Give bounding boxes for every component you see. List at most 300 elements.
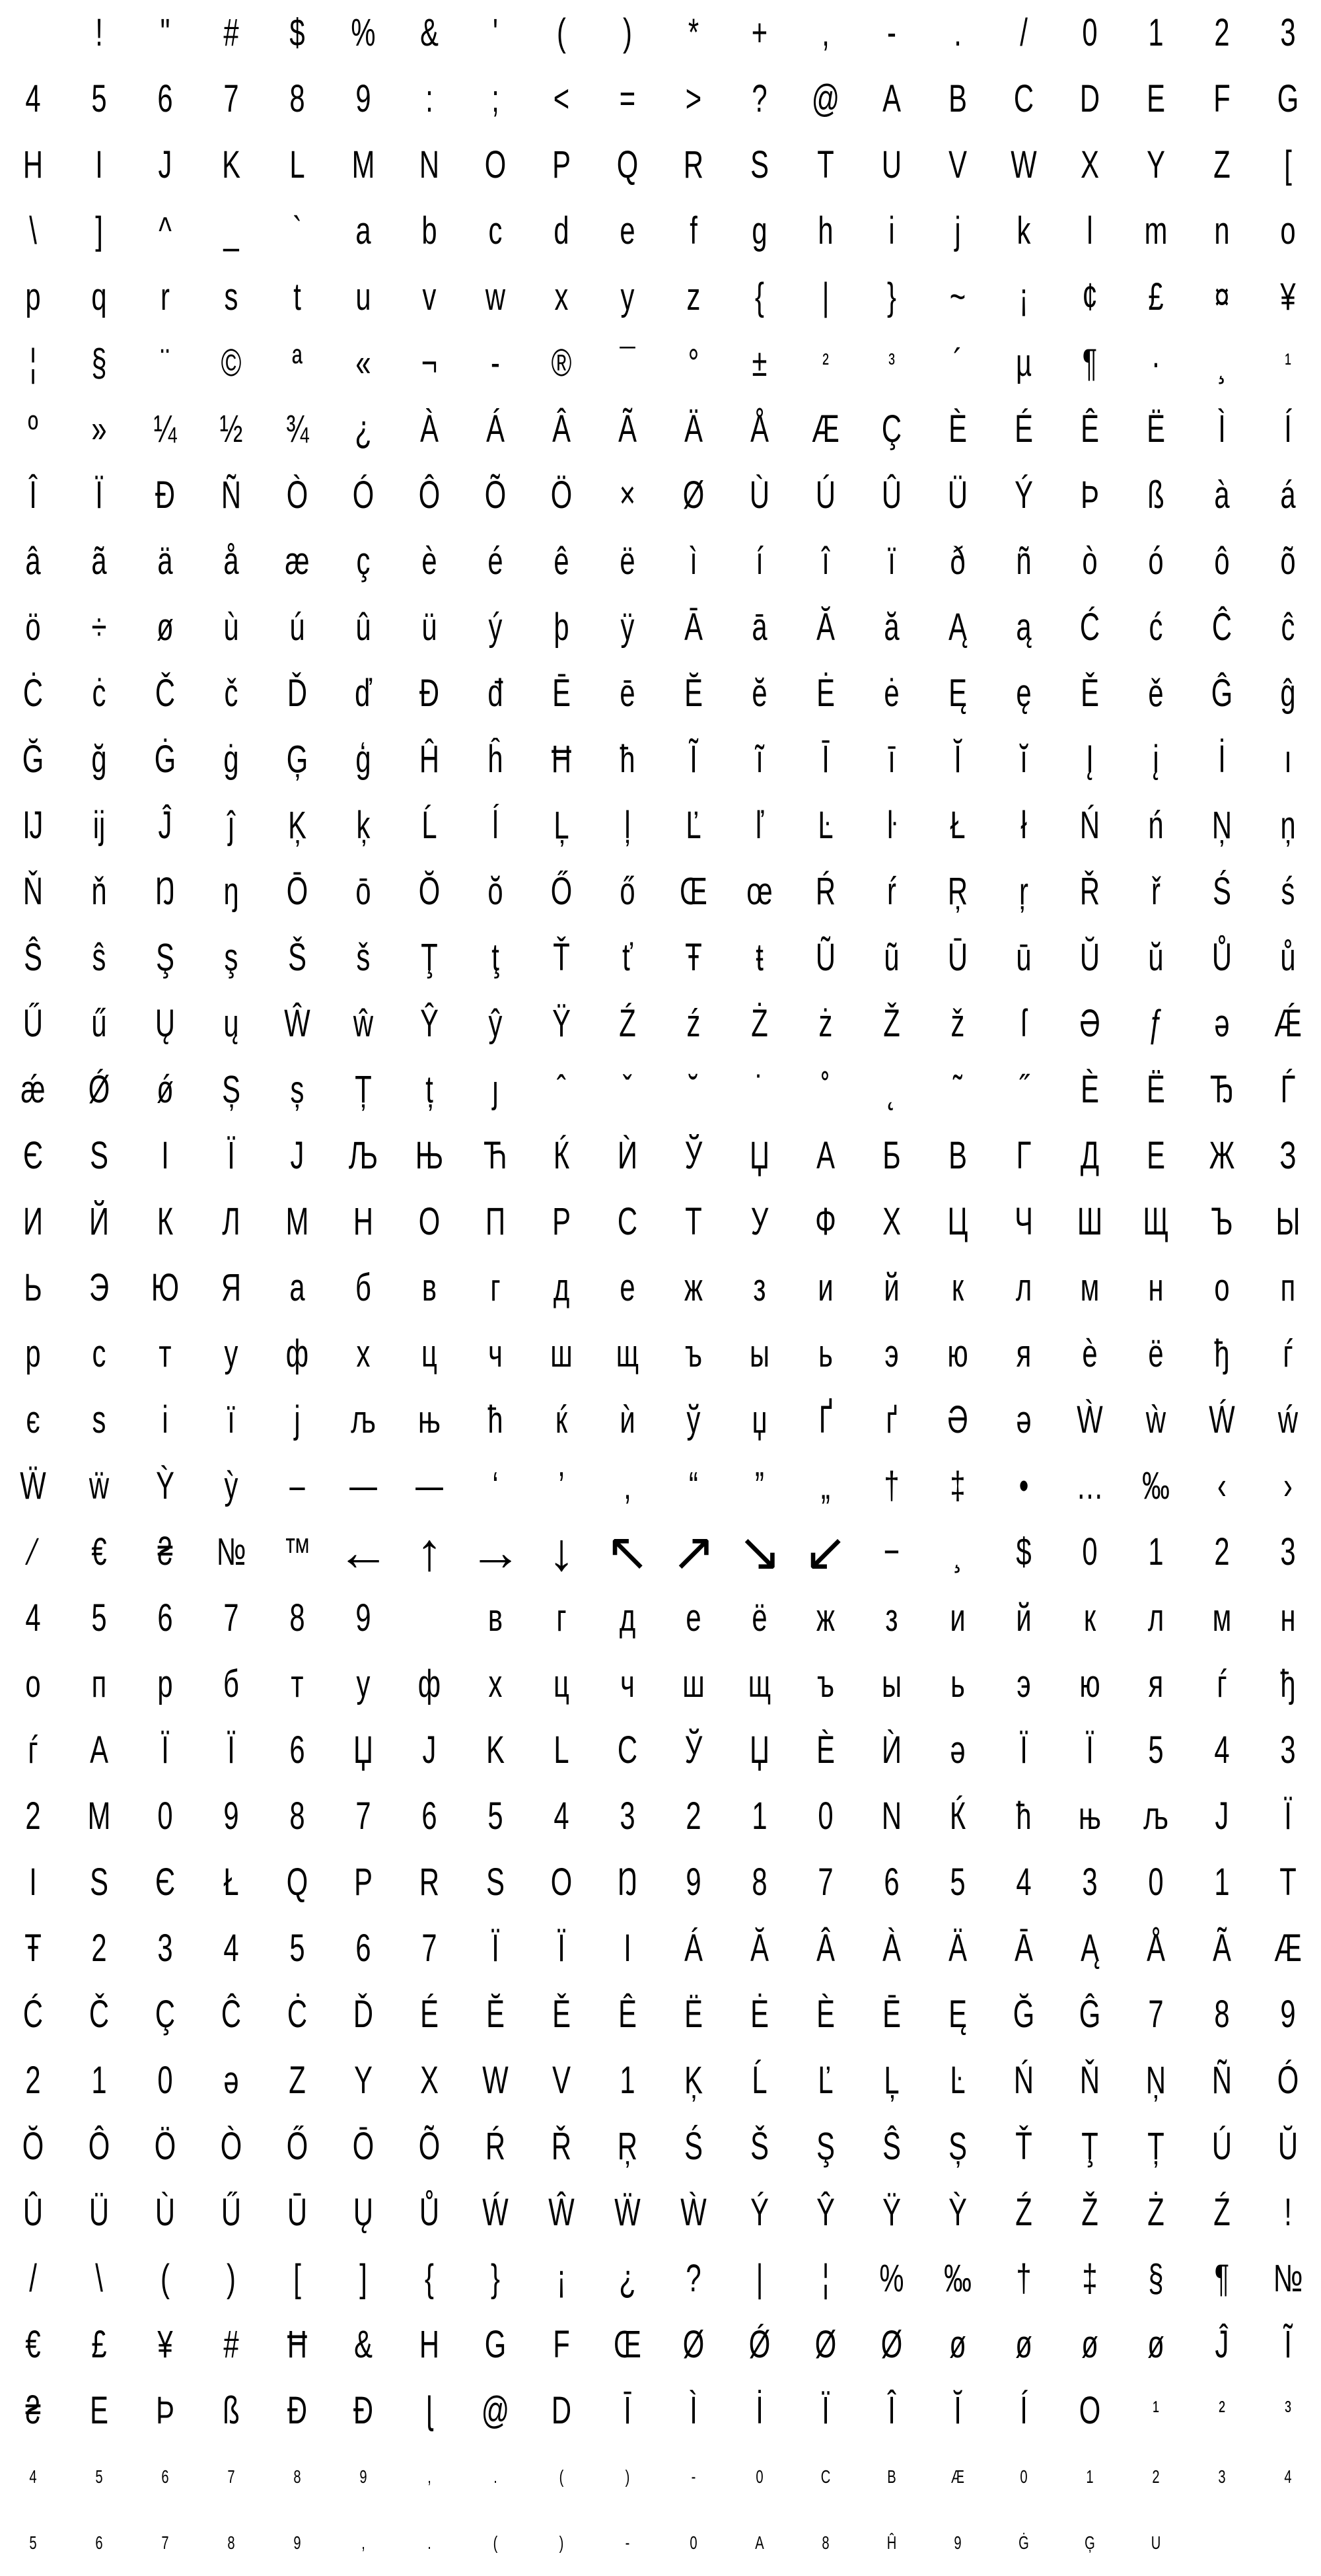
glyph-cell: И [22,1200,44,1243]
glyph-cell: 9 [359,2466,367,2487]
glyph-cell: Ã [618,408,637,450]
glyph-cell: ů [1280,936,1296,979]
glyph-cell: я [1016,1332,1032,1375]
glyph-cell: ¥ [157,2323,173,2366]
glyph-cell: Ż [751,1002,768,1045]
glyph-cell: Ў [684,1729,703,1771]
glyph-cell: õ [1280,540,1296,583]
glyph-cell: Ä [684,408,703,450]
glyph-cell: † [1016,2257,1032,2300]
glyph-cell: Č [155,672,176,715]
glyph-cell: 7 [818,1861,834,1904]
glyph-cell: “ [689,1464,698,1507]
glyph-cell: Ť [553,936,570,979]
glyph-cell: È [948,408,967,450]
glyph-cell: , [361,2532,365,2553]
glyph-cell: ą [1016,606,1032,649]
glyph-cell: Ŷ [816,2191,835,2234]
glyph-cell: ň [91,870,107,913]
glyph-cell: Ŕ [485,2125,506,2168]
glyph-cell: 1 [752,1795,768,1838]
glyph-cell: и [818,1266,834,1309]
glyph-cell: б [355,1266,371,1309]
glyph-cell: Į [1086,738,1094,781]
glyph-cell: л [1147,1596,1164,1639]
glyph-cell: 7 [355,1795,371,1838]
glyph-cell: ĭ [1020,738,1028,781]
glyph-cell: 6 [161,2466,169,2487]
glyph-cell: H [419,2323,440,2366]
glyph-cell: ‘ [492,1464,499,1507]
glyph-cell: Ž [1081,2191,1098,2234]
glyph-cell: ª [292,341,303,384]
glyph-cell: J [158,143,172,186]
glyph-cell: № [216,1530,246,1573]
glyph-cell: 3 [1280,11,1296,54]
glyph-cell: ń [1148,804,1164,847]
glyph-cell: ċ [92,672,106,715]
glyph-cell: ð [950,540,966,583]
glyph-cell: n [1214,209,1230,252]
glyph-cell: ă [884,606,900,649]
glyph-cell: Ū [947,936,968,979]
glyph-cell: Ē [882,1993,901,2036]
glyph-cell: ũ [884,936,900,979]
glyph-cell: C [617,1729,638,1771]
glyph-cell: ë [620,540,635,583]
glyph-cell: ´ [953,341,962,384]
glyph-cell: # [223,2323,239,2366]
glyph-cell: ; [491,77,499,120]
glyph-cell: E [1147,77,1165,120]
glyph-cell: Ẅ [614,2191,641,2234]
glyph-cell: Ź [1015,2191,1032,2234]
glyph-cell: E [90,2389,108,2432]
glyph-cell: ґ [886,1398,898,1441]
glyph-cell: K [222,143,240,186]
glyph-cell: ā [752,606,768,649]
glyph-cell: 7 [227,2466,235,2487]
glyph-cell: Ņ [1145,2059,1166,2102]
glyph-cell: D [1079,77,1100,120]
glyph-cell: Э [89,1266,110,1309]
glyph-cell: ˚ [821,1068,830,1111]
glyph-cell: Ẁ [1077,1398,1103,1441]
glyph-cell: x [554,275,569,318]
glyph-cell: $ [289,11,305,54]
glyph-cell: Б [882,1134,901,1177]
glyph-cell: ć [1149,606,1163,649]
glyph-cell: 6 [884,1861,900,1904]
glyph-cell: ĳ [92,804,106,847]
glyph-cell: Z [289,2059,306,2102]
glyph-cell: ñ [1016,540,1032,583]
glyph-cell: Ì [690,2389,697,2432]
glyph-cell: 7 [223,77,239,120]
glyph-cell: Æ [950,2466,965,2487]
glyph-cell: ½ [219,408,243,450]
glyph-cell: 0 [1082,1530,1098,1573]
glyph-cell: Л [222,1200,240,1243]
glyph-cell: ˙ [755,1068,764,1111]
glyph-cell: ä [157,540,173,583]
glyph-cell: Í [1284,408,1292,450]
glyph-cell: { [425,2257,434,2300]
glyph-cell: 1 [1214,1861,1230,1904]
glyph-cell: Ď [287,672,308,715]
glyph-cell: ю [1079,1663,1100,1705]
glyph-cell: \ [95,2257,103,2300]
glyph-cell: å [223,540,239,583]
glyph-cell: İ [1218,738,1226,781]
glyph-cell: ] [359,2257,367,2300]
glyph-cell: ő [620,870,635,913]
glyph-cell: Ŧ [685,936,702,979]
glyph-cell: Þ [1081,474,1099,517]
glyph-cell: R [683,143,704,186]
glyph-cell: R [419,1861,440,1904]
glyph-cell: Ö [154,2125,176,2168]
glyph-cell: 8 [289,1596,305,1639]
glyph-cell: L [553,1729,569,1771]
glyph-cell: ẃ [1277,1398,1299,1441]
glyph-cell: 0 [157,2059,173,2102]
glyph-cell: a [355,209,371,252]
glyph-cell: š [356,936,371,979]
glyph-cell: † [884,1464,900,1507]
glyph-cell: Ә [947,1398,968,1441]
glyph-cell: Ť [1015,2125,1032,2168]
glyph-cell: љ [351,1398,376,1441]
glyph-cell: ź [686,1002,701,1045]
glyph-cell: 5 [91,1596,107,1639]
glyph-cell: Ț [355,1068,372,1111]
glyph-cell: 2 [1214,11,1230,54]
glyph-cell: _ [223,209,239,252]
glyph-cell: ь [950,1663,965,1705]
glyph-cell: Ō [352,2125,375,2168]
glyph-cell: . [427,2532,431,2553]
glyph-cell: à [1214,474,1230,517]
glyph-cell: ` [293,209,302,252]
glyph-cell: у [224,1332,238,1375]
glyph-cell: ³ [888,349,895,378]
glyph-cell: × [619,474,636,517]
glyph-cell: Û [881,474,902,517]
glyph-cell: Ŵ [548,2191,575,2234]
glyph-cell: = [619,77,636,120]
glyph-cell: Ю [151,1266,180,1309]
glyph-cell: ě [1148,672,1164,715]
glyph-cell: Ũ [815,936,836,979]
glyph-cell: B [948,77,967,120]
glyph-cell: А [90,1729,108,1771]
glyph-cell: Ѓ [1280,1068,1296,1111]
glyph-cell: Џ [749,1134,770,1177]
glyph-cell: t [293,275,301,318]
glyph-cell: о [25,1663,41,1705]
glyph-cell: Т [685,1200,702,1243]
glyph-cell: H [22,143,44,186]
glyph-cell: Щ [1143,1200,1169,1243]
glyph-cell: 9 [1280,1993,1296,2036]
glyph-cell: Ö [550,474,573,517]
glyph-cell: г [490,1266,501,1309]
glyph-cell: Ë [684,1993,703,2036]
glyph-cell: т [291,1663,304,1705]
glyph-cell: Ï [1284,1795,1292,1838]
glyph-cell: ѓ [28,1729,38,1771]
glyph-cell: ћ [487,1398,503,1441]
glyph-cell: ę [1016,672,1032,715]
glyph-cell: Ň [22,870,44,913]
glyph-cell: ¿ [355,408,372,450]
glyph-cell: Ẅ [20,1464,46,1507]
glyph-cell: ſ [1020,1002,1027,1045]
glyph-cell: ↓ [548,1522,575,1581]
glyph-cell: Ĺ [752,2059,768,2102]
glyph-cell: ø [1015,2323,1032,2366]
glyph-cell: Ŝ [24,936,42,979]
glyph-cell: х [356,1332,371,1375]
glyph-cell: 0 [1148,1861,1164,1904]
glyph-cell: ș [290,1068,304,1111]
glyph-cell: 9 [223,1795,239,1838]
glyph-cell: 8 [289,1795,305,1838]
glyph-cell: Ч [1015,1200,1033,1243]
glyph-cell: Ş [816,2125,835,2168]
glyph-cell: Ĭ [954,2389,962,2432]
glyph-cell: 2 [1214,1530,1230,1573]
glyph-cell: ± [752,341,768,384]
glyph-cell: е [620,1266,635,1309]
glyph-cell: Ċ [287,1993,308,2036]
glyph-cell: Њ [415,1134,444,1177]
glyph-cell: v [422,275,437,318]
glyph-cell: Ŷ [420,1002,439,1045]
glyph-cell: Đ [353,2389,374,2432]
glyph-cell: @ [481,2389,510,2432]
glyph-cell: S [750,143,769,186]
glyph-cell: ņ [1280,804,1296,847]
glyph-cell: ť [622,936,633,979]
glyph-cell: ¬ [421,341,438,384]
glyph-cell: ₴ [157,1530,173,1573]
glyph-cell: ~ [949,275,966,318]
glyph-cell: Ĵ [158,804,172,847]
glyph-cell: ŧ [756,936,764,979]
glyph-cell: ˜ [953,1068,962,1111]
glyph-cell: è [421,540,437,583]
glyph-cell: љ [1143,1795,1168,1838]
glyph-cell: Č [89,1993,110,2036]
glyph-cell: £ [91,2323,107,2366]
glyph-cell: 5 [29,2532,37,2553]
glyph-cell: r [161,275,170,318]
glyph-cell: ø [949,2323,966,2366]
glyph-cell: Ċ [22,672,44,715]
glyph-cell: þ [553,606,569,649]
glyph-cell: Ī [624,2389,631,2432]
glyph-cell: у [356,1663,371,1705]
glyph-cell: ý [488,606,503,649]
glyph-cell: Ø [682,2323,705,2366]
glyph-cell: н [1148,1266,1164,1309]
glyph-cell: 5 [1148,1729,1164,1771]
glyph-cell: · [1151,341,1160,384]
glyph-cell: ђ [1214,1332,1230,1375]
glyph-cell: ( [557,11,566,54]
glyph-cell: ( [493,2532,498,2553]
glyph-cell: т [159,1332,172,1375]
glyph-cell [1198,2510,1246,2576]
glyph-cell: ˛ [887,1068,896,1111]
glyph-cell: Ð [287,2389,308,2432]
glyph-cell: Ї [227,1729,235,1771]
glyph-cell: Ň [1079,2059,1100,2102]
glyph-cell: c [488,209,503,252]
glyph-cell: 9 [355,1596,371,1639]
glyph-cell: Œ [614,2323,641,2366]
glyph-cell: л [1015,1266,1032,1309]
glyph-cell: Ŧ [24,1927,42,1970]
glyph-cell: Ǿ [88,1068,110,1111]
glyph-cell: é [487,540,503,583]
glyph-cell: % [351,11,376,54]
glyph-cell: Â [552,408,571,450]
glyph-cell: ģ [355,738,371,781]
glyph-cell: Є [155,1861,176,1904]
glyph-cell: ‰ [944,2257,972,2300]
glyph-cell: ’ [558,1464,565,1507]
glyph-cell: ы [749,1332,770,1375]
glyph-cell: Ú [815,474,836,517]
glyph-cell: ? [686,2257,701,2300]
glyph-cell: й [884,1266,900,1309]
glyph-cell: 5 [91,77,107,120]
glyph-cell: ⁄ [30,1530,36,1573]
glyph-cell: 6 [95,2532,103,2553]
glyph-cell: Ẃ [482,2191,509,2234]
glyph-cell: Ý [1015,474,1033,517]
glyph-cell: ! [95,11,103,54]
glyph-cell: ф [417,1663,441,1705]
glyph-cell: ˝ [1019,1068,1028,1111]
glyph-cell: р [25,1332,41,1375]
glyph-cell: ţ [491,936,499,979]
glyph-cell: Þ [156,2389,174,2432]
glyph-cell: \ [29,209,37,252]
glyph-cell: ц [553,1663,569,1705]
glyph-cell: ó [1148,540,1164,583]
glyph-cell: Ŏ [22,2125,44,2168]
glyph-cell: Й [89,1200,110,1243]
glyph-cell: ¥ [1280,275,1296,318]
glyph-cell: ŀ [887,804,896,847]
glyph-cell: æ [285,540,310,583]
glyph-cell: „ [821,1464,830,1507]
glyph-cell: Ê [618,1993,637,2036]
glyph-cell: ? [752,77,768,120]
glyph-cell: } [491,2257,500,2300]
glyph-cell: F [553,2323,570,2366]
glyph-cell: 1 [91,2059,107,2102]
glyph-cell: ' [493,11,498,54]
glyph-cell: ś [1281,870,1295,913]
glyph-cell: Å [750,408,769,450]
glyph-cell: ğ [91,738,107,781]
glyph-cell: Ô [88,2125,110,2168]
glyph-cell: 9 [954,2532,962,2553]
glyph-cell: O [484,143,507,186]
glyph-cell: Ѕ [90,1134,108,1177]
glyph-cell: ĝ [1280,672,1296,715]
glyph-cell: Ѝ [617,1134,638,1177]
glyph-cell: ø [1081,2323,1098,2366]
glyph-cell: Š [750,2125,769,2168]
glyph-cell: Ū [287,2191,308,2234]
glyph-cell: ù [223,606,239,649]
glyph-cell: д [553,1266,570,1309]
glyph-cell: ˘ [689,1068,698,1111]
glyph-cell: P [552,143,571,186]
glyph-cell: Ê [1081,408,1099,450]
glyph-cell: Ź [619,1002,636,1045]
glyph-cell: Ĺ [421,804,437,847]
glyph-cell: ¶ [1082,341,1098,384]
glyph-cell: ‹ [1217,1464,1227,1507]
glyph-cell: Ї [557,1927,565,1970]
glyph-cell: į [1153,738,1159,781]
glyph-cell: ŏ [487,870,503,913]
glyph-cell: ß [223,2389,240,2432]
glyph-cell: Ŗ [947,870,968,913]
glyph-cell: ħ [620,738,635,781]
glyph-cell: Ų [353,2191,374,2234]
glyph-cell: ł [1020,804,1027,847]
glyph-cell: F [1213,77,1231,120]
glyph-cell: | [822,275,830,318]
glyph-cell: Ò [220,2125,242,2168]
glyph-cell: ² [1219,2396,1225,2425]
glyph-cell: ч [488,1332,503,1375]
glyph-cell: § [1148,2257,1164,2300]
glyph-cell: њ [418,1398,441,1441]
glyph-cell: # [223,11,239,54]
glyph-cell: 0 [157,1795,173,1838]
glyph-cell: Ĕ [684,672,703,715]
glyph-cell: Ķ [288,804,306,847]
glyph-cell: Ē [552,672,571,715]
glyph-cell: Ľ [818,2059,834,2102]
glyph-cell: ĵ [228,804,234,847]
glyph-cell: y [620,275,635,318]
glyph-cell: ↗ [671,1522,716,1581]
glyph-cell: Ŕ [815,870,836,913]
glyph-cell: х [488,1663,503,1705]
glyph-cell: @ [811,77,840,120]
glyph-cell: z [686,275,701,318]
glyph-cell: ! [1284,2191,1292,2234]
glyph-cell: € [25,2323,41,2366]
glyph-cell: є [26,1398,40,1441]
glyph-cell: Ѝ [881,1729,902,1771]
glyph-cell: Ğ [22,738,44,781]
glyph-cell: 6 [289,1729,305,1771]
glyph-cell: ‡ [950,1464,966,1507]
glyph-cell: щ [748,1663,771,1705]
glyph-cell: ( [559,2466,564,2487]
